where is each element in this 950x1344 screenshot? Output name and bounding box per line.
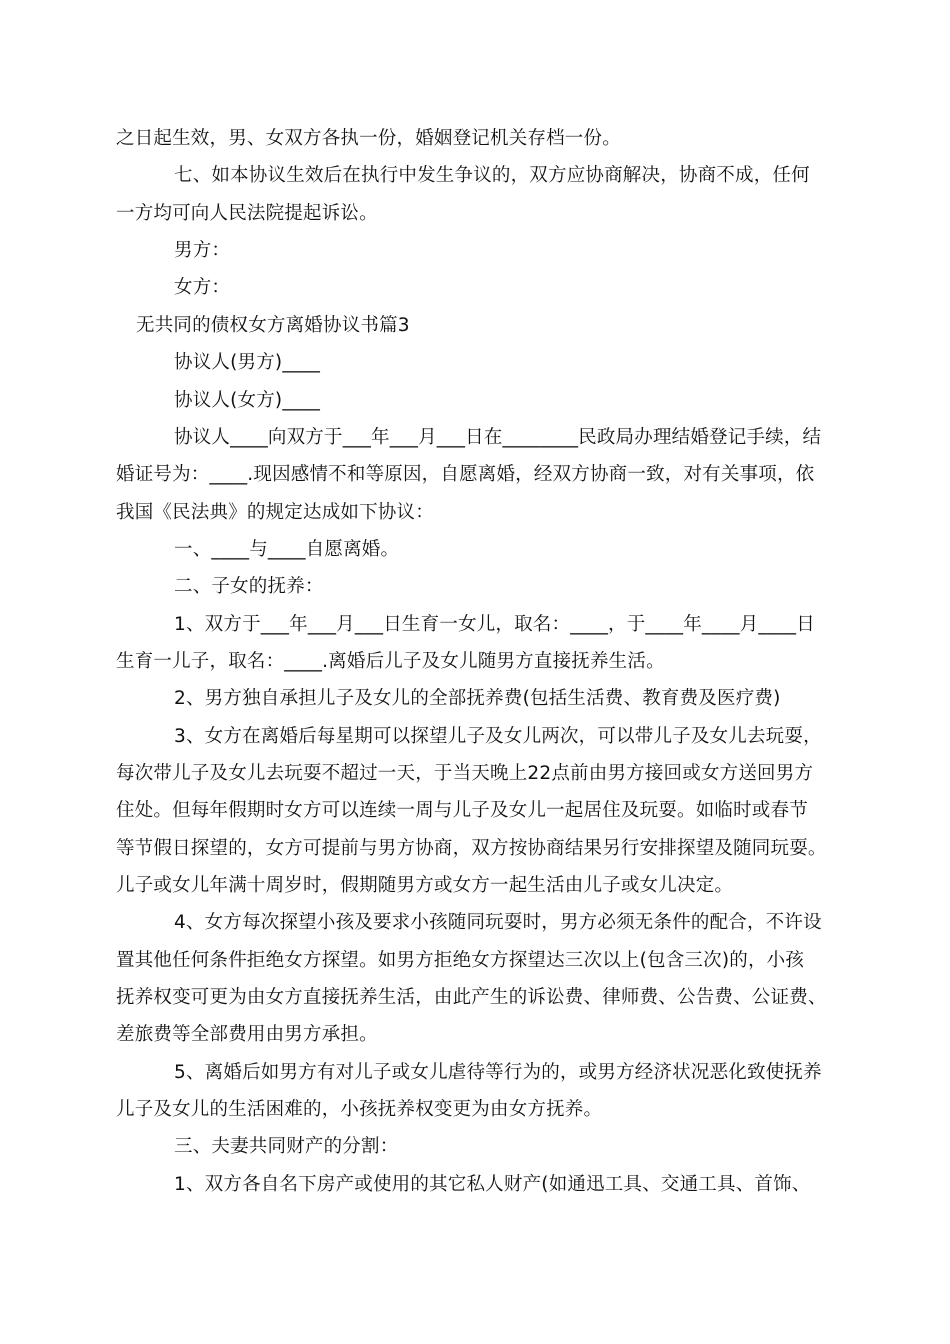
text-line: 一方均可向人民法院提起诉讼。 xyxy=(116,203,378,224)
text-line: 5、离婚后如男方有对儿子或女儿虐待等行为的，或男方经济状况恶化致使抚养 xyxy=(174,1062,822,1083)
text-line: 2、男方独自承担儿子及女儿的全部抚养费(包括生活费、教育费及医疗费) xyxy=(174,688,781,709)
text-line: 之日起生效，男、女双方各执一份，婚姻登记机关存档一份。 xyxy=(116,128,621,149)
text-line: 抚养权变可更为由女方直接抚养生活，由此产生的诉讼费、律师费、公告费、公证费、 xyxy=(116,987,827,1008)
text-line: 协议人(男方)____ xyxy=(174,352,321,373)
text-line: 4、女方每次探望小孩及要求小孩随同玩耍时，男方必须无条件的配合，不许设 xyxy=(174,912,822,933)
text-line: 儿子或女儿年满十周岁时，假期随男方或女方一起生活由儿子或女儿决定。 xyxy=(116,875,734,896)
text-line: 1、双方各自名下房产或使用的其它私人财产(如通迅工具、交通工具、首饰、 xyxy=(174,1174,811,1195)
text-line: 儿子及女儿的生活困难的，小孩抚养权变更为由女方抚养。 xyxy=(116,1099,603,1120)
text-line: 每次带儿子及女儿去玩耍不超过一天，于当天晚上22点前由男方接回或女方送回男方 xyxy=(116,763,814,784)
text-line: 1、双方于___年___月___日生育一女儿，取名：____，于____年____月____日 xyxy=(174,614,815,635)
text-line: 差旅费等全部费用由男方承担。 xyxy=(116,1024,378,1045)
text-line: 三、夫妻共同财产的分割： xyxy=(174,1136,399,1157)
text-line: 我国《民法典》的规定达成如下协议： xyxy=(116,502,434,523)
text-line: 男方： xyxy=(174,240,231,261)
text-line: 七、如本协议生效后在执行中发生争议的，双方应协商解决，协商不成，任何 xyxy=(174,165,810,186)
text-line: 住处。但每年假期时女方可以连续一周与儿子及女儿一起居住及玩耍。如临时或春节 xyxy=(116,800,808,821)
text-line: 等节假日探望的，女方可提前与男方协商，双方按协商结果另行安排探望及随同玩耍。 xyxy=(116,838,827,859)
text-line: 生育一儿子，取名：____.离婚后儿子及女儿随男方直接抚养生活。 xyxy=(116,651,665,672)
text-line: 协议人____向双方于___年___月___日在________民政局办理结婚登记手续，结 xyxy=(174,427,822,448)
text-line: 协议人(女方)____ xyxy=(174,390,321,411)
text-line: 3、女方在离婚后每星期可以探望儿子及女儿两次，可以带儿子及女儿去玩耍， xyxy=(174,726,822,747)
text-line: 女方： xyxy=(174,277,231,298)
text-line: 置其他任何条件拒绝女方探望。如男方拒绝女方探望达三次以上(包含三次)的，小孩 xyxy=(116,950,805,971)
section-heading: 无共同的债权女方离婚协议书篇3 xyxy=(136,315,410,336)
text-line: 婚证号为：____.现因感情不和等原因，自愿离婚，经双方协商一致，对有关事项，依 xyxy=(116,464,815,485)
text-line: 一、____与____自愿离婚。 xyxy=(174,539,400,560)
text-line: 二、子女的抚养： xyxy=(174,576,324,597)
